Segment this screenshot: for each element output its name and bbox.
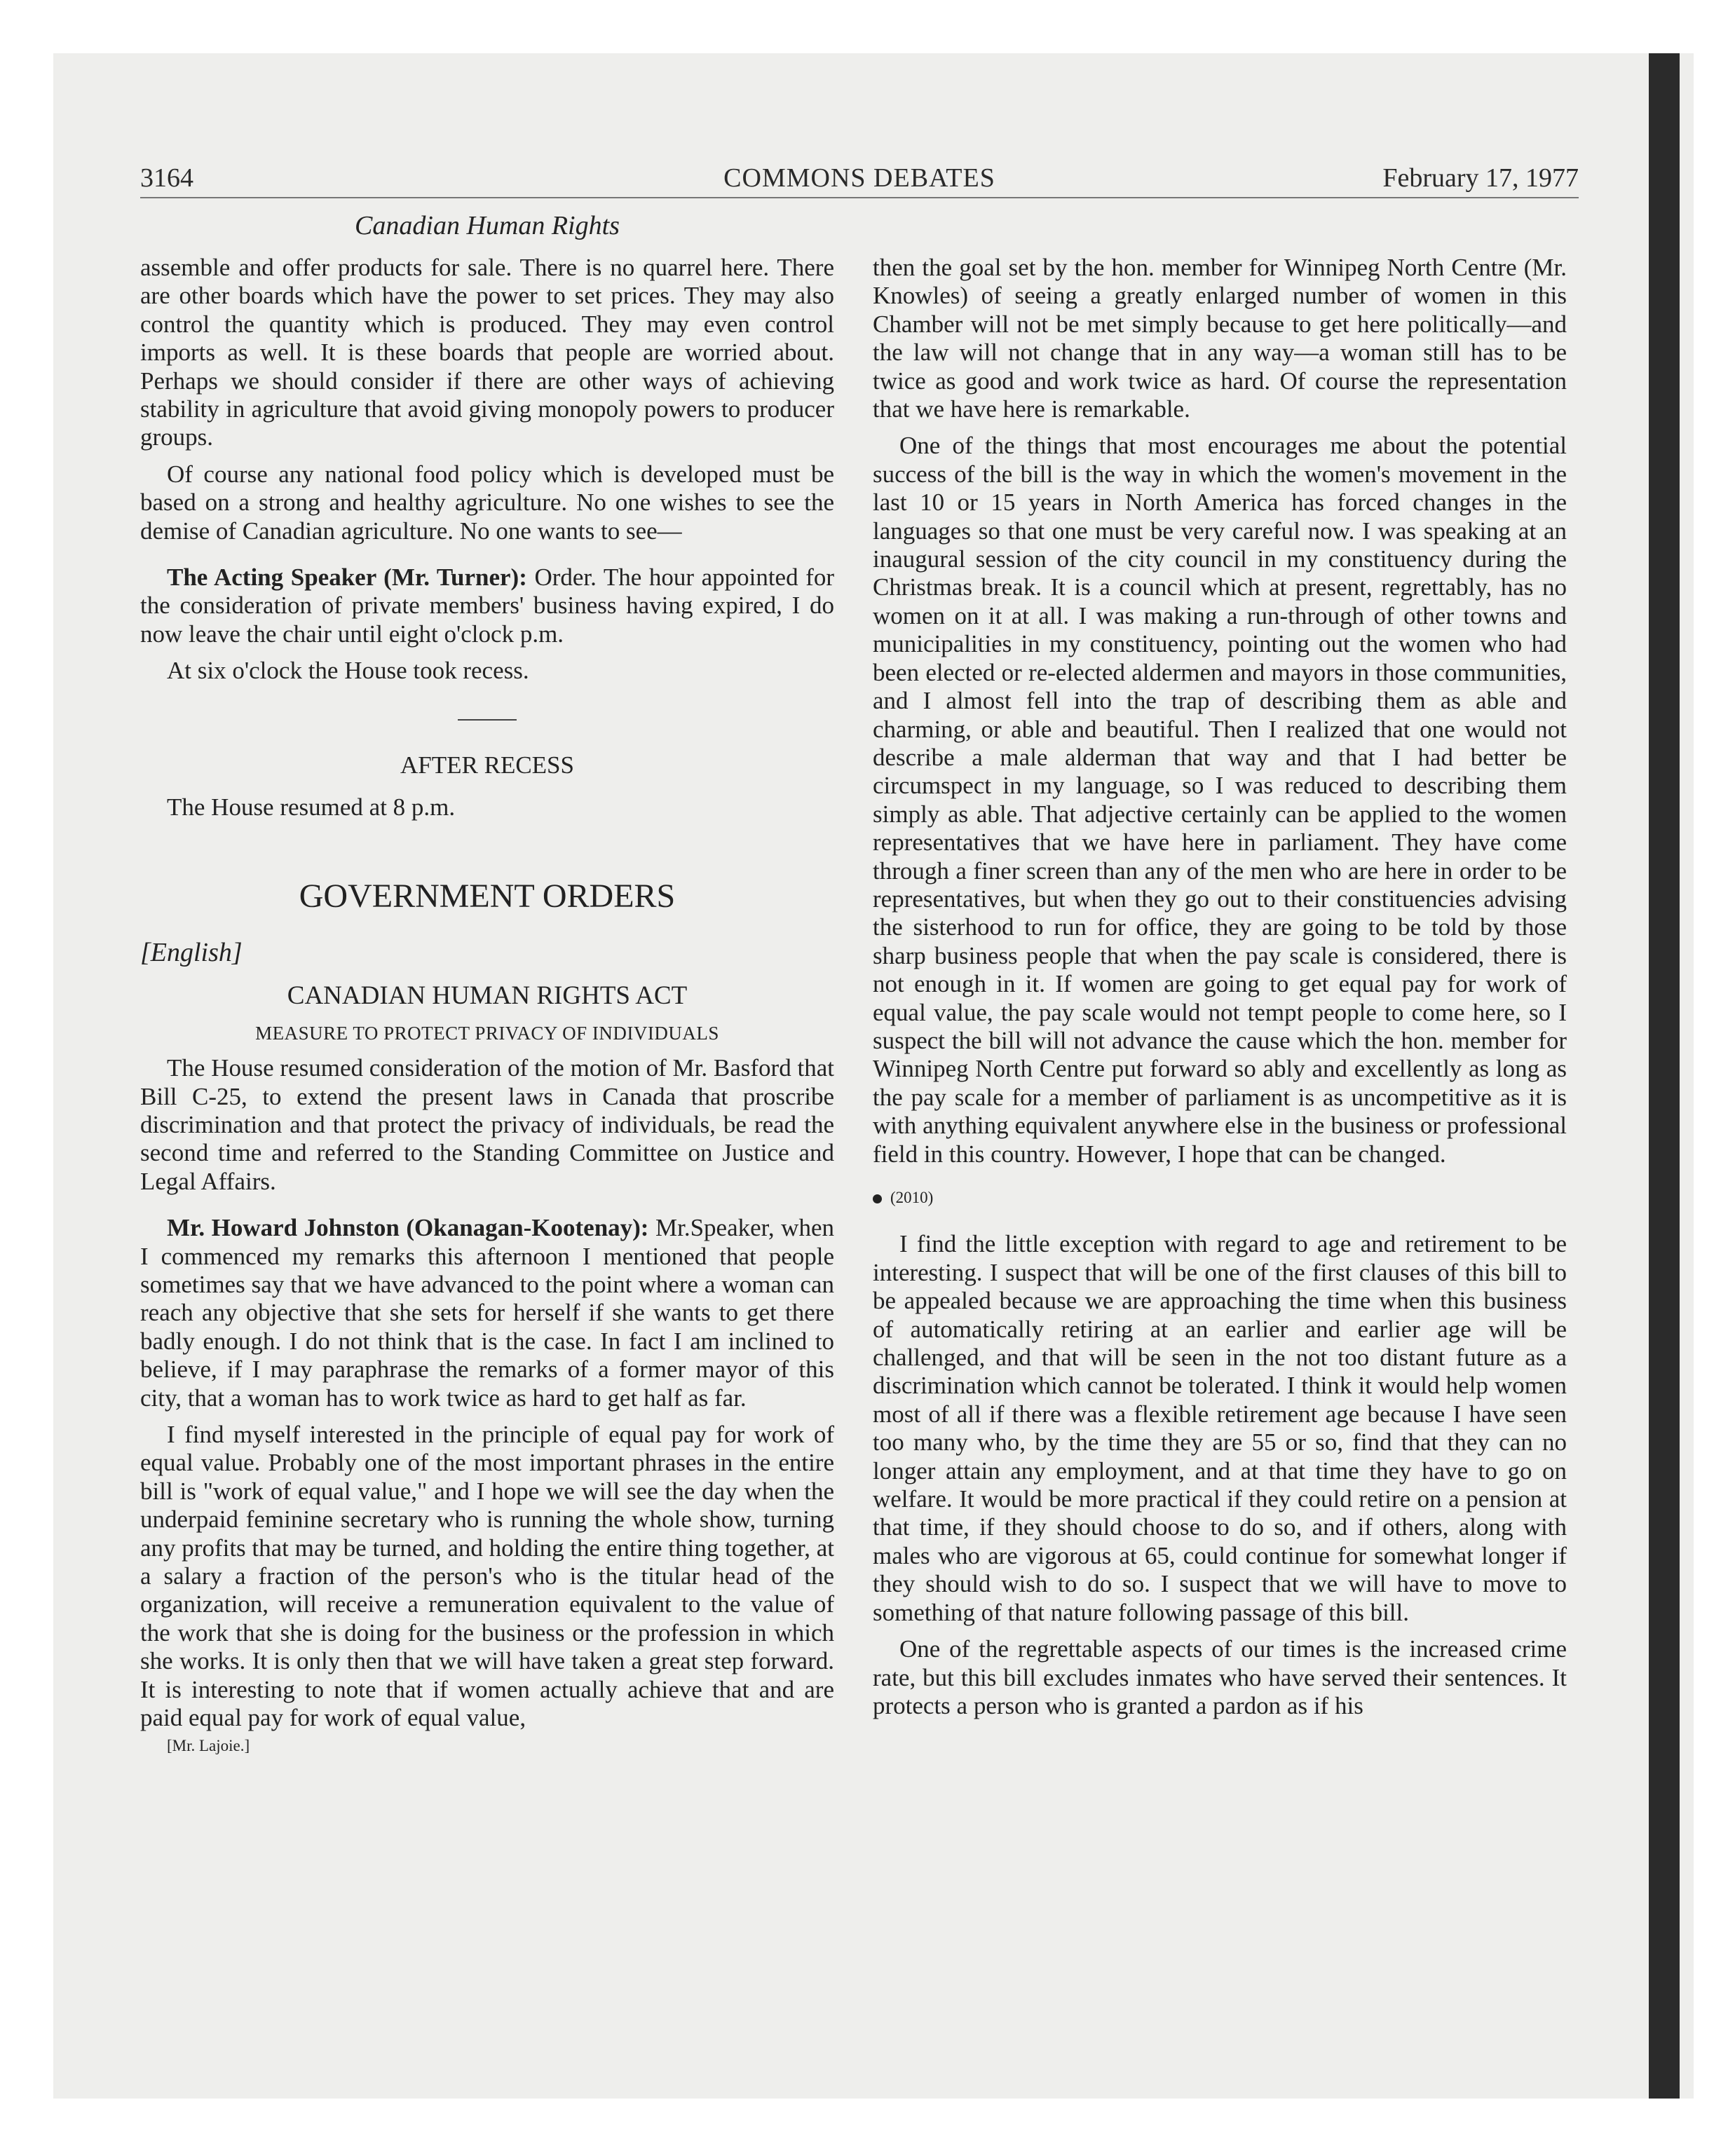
- publication-title: COMMONS DEBATES: [723, 163, 995, 193]
- act-title: CANADIAN HUMAN RIGHTS ACT: [287, 981, 688, 1011]
- footnote: [Mr. Lajoie.]: [167, 1737, 250, 1755]
- paragraph: then the goal set by the hon. member for Winnipeg North Centre (Mr. Knowles) of seeing a greatly enlarged number of women in this Chamber will not be met simply because to get here politically—and the law will not change that in any way—a woman still has to be twice as good and work twice as hard. Of course the representation that we have here is remarkable.: [873, 254, 1567, 423]
- right-column: [873, 254, 1567, 1720]
- paragraph: Of course any national food policy which is developed must be based on a strong and healthy agriculture. No one wishes to see the demise of Canadian agriculture. No one wants to see—: [140, 460, 834, 545]
- speaker-paragraph: [140, 1214, 834, 1412]
- page-header: [140, 163, 1579, 193]
- paragraph: I find myself interested in the principle of equal pay for work of equal value. Probably one of the most important phrases in the entire bill is "work of equal value," and I hope we will see the day when the underpaid feminine secretary who is running the whole show, turning any profits that may be turned, and holding the entire thing together, at a salary a fraction of the person's who is the titular head of the organization, will receive a remuneration equivalent to the value of the work that she is doing for the business or the profession in which she works. It is only then that we will have taken a great step forward. It is interesting to note that if women actually achieve that and are paid equal pay for work of equal value,: [140, 1421, 834, 1732]
- time-marker: [873, 1184, 1567, 1212]
- paragraph: The House resumed consideration of the motion of Mr. Basford that Bill C-25, to extend the present laws in Canada that proscribe discrimination and that protect the privacy of individuals, be read the second time and referred to the Standing Committee on Justice and Legal Affairs.: [140, 1054, 834, 1195]
- bullet-dot-icon: [873, 1194, 882, 1203]
- section-heading: GOVERNMENT ORDERS: [299, 877, 676, 915]
- after-recess-heading: AFTER RECESS: [400, 751, 574, 779]
- page-spine-edge: [1649, 53, 1680, 2099]
- left-column: [140, 254, 834, 1761]
- header-rule: [140, 197, 1579, 198]
- running-head: Canadian Human Rights: [355, 211, 620, 240]
- paragraph: assemble and offer products for sale. There is no quarrel here. There are other boards which have the power to set prices. They may also control the quantity which is produced. They may even control imports as well. It is these boards that people are worried about. Perhaps we should consider if there are other ways of achieving stability in agriculture that avoid giving monopoly powers to producer groups.: [140, 254, 834, 451]
- page-number: 3164: [140, 163, 193, 193]
- speaker-paragraph: [140, 564, 834, 648]
- paragraph: At six o'clock the House took recess.: [167, 657, 529, 685]
- paragraph: I find the little exception with regard to age and retirement to be interesting. I suspect that will be one of the first clauses of this bill to be appealed because we are approaching the time when this business of automatically retiring at an earlier and earlier age will be challenged, and that will be seen in the not too distant future as a discrimination which cannot be tolerated. I think it would help women most of all if there was a flexible retirement age because I have seen too many who, by the time they are 55 or so, find that they can no longer attain any employment, and at that time they have to go on welfare. It would be more practical if they could retire on a pension at that time, if they should choose to do so, and if others, along with males who are vigorous at 65, could continue for somewhat longer if they should wish to do so. I suspect that we will have to move to something of that nature following passage of this bill.: [873, 1230, 1567, 1626]
- paragraph: The House resumed at 8 p.m.: [167, 793, 456, 821]
- speech-text: Mr.Speaker, when I commenced my remarks this afternoon I mentioned that people sometimes say that we have advanced to the point where a woman can reach any objective that she sets for herself if she wants to get there badly enough. I do not think that is the case. In fact I am inclined to believe, if I may paraphrase the remarks of a former mayor of this city, that a woman has to work twice as hard to get half as far.: [140, 1214, 834, 1412]
- language-tag: [English]: [140, 937, 243, 967]
- speech-text: Order. The hour appointed for the consideration of private members' business having expired, I do now leave the chair until eight o'clock p.m.: [140, 564, 834, 648]
- paragraph: One of the things that most encourages me about the potential success of the bill is the way in which the women's movement in the last 10 or 15 years in North America has forced changes in the languages so that one must be very careful now. I was speaking at an inaugural session of the city council in my constituency during the Christmas break. It is a council which at present, regrettably, has no women on it at all. I was making a run-through of other towns and municipalities in my constituency, pointing out the women who had been elected or re-elected aldermen and mayors in those communities, and I almost fell into the trap of describing them as able and charming, or able and beautiful. Then I realized that one would not describe a male alderman that way and that I had better be circumspect in my language, so I was reduced to describing them simply as able. That adjective certainly can be applied to the women representatives that we have here in parliament. They have come through a finer screen than any of the men who are here in order to be representatives, but when they go out to their constituencies advising the sisterhood to run for office, they are going to be told by those sharp business people that when the pay scale is considered, there is not enough in it. If women are going to get equal pay for work of equal value, the pay scale would not tempt people to come here, so I suspect the bill will not advance the cause which the hon. member for Winnipeg North Centre put forward so ably and excellently as long as the pay scale for a member of parliament is as uncompetitive as it is with anything equivalent anywhere else in the business or professional field in this country. However, I hope that can be changed.: [873, 432, 1567, 1168]
- measure-subtitle: MEASURE TO PROTECT PRIVACY OF INDIVIDUALS: [255, 1022, 719, 1044]
- speaker-name: Mr. Howard Johnston (Okanagan-Kootenay):: [167, 1214, 649, 1242]
- publication-date: February 17, 1977: [1382, 163, 1579, 193]
- paragraph: One of the regrettable aspects of our times is the increased crime rate, but this bill excludes inmates who have served their sentences. It protects a person who is granted a pardon as if his: [873, 1635, 1567, 1719]
- time-marker-text: (2010): [890, 1189, 934, 1206]
- section-divider: [458, 719, 517, 721]
- speaker-name: The Acting Speaker (Mr. Turner):: [167, 564, 527, 592]
